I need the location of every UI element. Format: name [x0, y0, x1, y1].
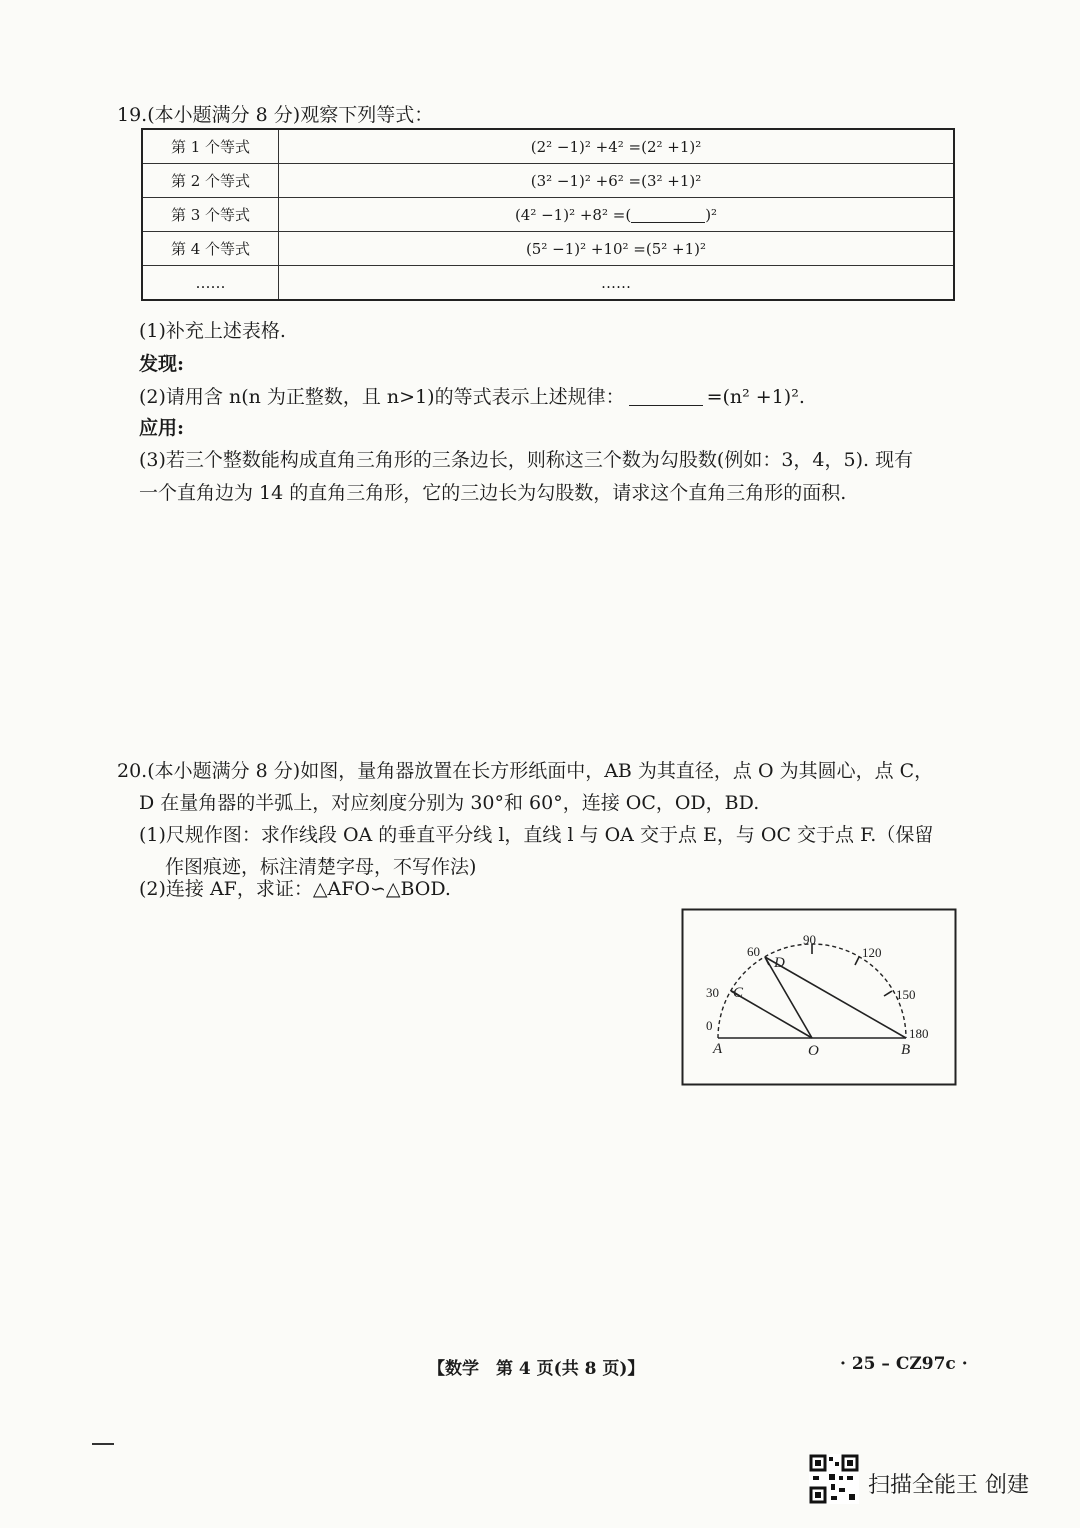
- apply-label: 应用:: [139, 417, 185, 439]
- watermark-text: 扫描全能王 创建: [868, 1473, 1029, 1498]
- tick-150: [884, 991, 892, 996]
- tick-label: 180: [909, 1026, 929, 1041]
- q20-line5: (2)连接 AF，求证：△AFO∽△BOD.: [139, 878, 451, 900]
- q20-line3: (1)尺规作图：求作线段 OA 的垂直平分线 l，直线 l 与 OA 交于点 E，与 OC 交于点 F.（保留: [139, 824, 934, 846]
- row-expression: (3² −1)² +6² =(3² +1)²: [279, 164, 955, 198]
- expr-pre: (4² −1)² +8² =(: [514, 205, 632, 224]
- exam-code: · 25 – CZ97c ·: [840, 1354, 968, 1374]
- segment-oc: [731, 991, 812, 1038]
- row-label: 第 2 个等式: [142, 164, 279, 198]
- point-label: A: [713, 1041, 723, 1057]
- row-label: 第 1 个等式: [142, 129, 279, 164]
- segment-od: [765, 957, 812, 1038]
- row-label: 第 4 个等式: [142, 232, 279, 266]
- q19-part3-line2: 一个直角边为 14 的直角三角形，它的三边长为勾股数，请求这个直角三角形的面积.: [139, 482, 847, 504]
- table-row: [142, 164, 954, 198]
- point-label: C: [733, 985, 744, 1001]
- q20-line1: 20.(本小题满分 8 分)如图，量角器放置在长方形纸面中，AB 为其直径，点 O 为其圆心，点 C，: [117, 760, 934, 782]
- q19-header: 19.(本小题满分 8 分)观察下列等式：: [117, 104, 434, 126]
- q19-part3-line1: (3)若三个整数能构成直角三角形的三条边长，则称这三个数为勾股数(例如：3，4，5). 现有: [139, 449, 914, 471]
- row-expression-blank: [279, 198, 955, 232]
- answer-blank[interactable]: [629, 386, 703, 406]
- part2-text: (2)请用含 n(n 为正整数，且 n>1)的等式表示上述规律：: [139, 386, 625, 408]
- point-label: D: [774, 955, 785, 971]
- tick-label: 60: [747, 944, 760, 959]
- tick-label: 90: [803, 932, 816, 947]
- expr-post: )²: [705, 205, 718, 224]
- scan-mark: [92, 1443, 114, 1445]
- tick-label: 30: [706, 985, 719, 1000]
- qr-code-icon: [809, 1454, 859, 1504]
- q20-line2: D 在量角器的半弧上，对应刻度分别为 30°和 60°，连接 OC，OD，BD.: [139, 792, 760, 814]
- tick-120: [855, 957, 859, 965]
- row-label: ……: [142, 266, 279, 301]
- discover-label: 发现:: [139, 353, 185, 375]
- page-footer: 【数学 第 4 页(共 8 页)】: [428, 1359, 645, 1379]
- table-row: [142, 266, 954, 301]
- q20-line4: 作图痕迹，标注清楚字母，不写作法): [165, 856, 477, 878]
- table-row: [142, 129, 954, 164]
- tick-label: 0: [706, 1018, 713, 1033]
- table-row: [142, 232, 954, 266]
- answer-blank[interactable]: [631, 207, 705, 223]
- q19-part2: [139, 382, 805, 409]
- q19-part1: (1)补充上述表格.: [139, 320, 286, 342]
- part2-rule: =(n² +1)².: [706, 386, 805, 408]
- point-label: B: [901, 1042, 911, 1058]
- tick-label: 120: [862, 945, 882, 960]
- row-expression: ……: [279, 266, 955, 301]
- row-expression: (5² −1)² +10² =(5² +1)²: [279, 232, 955, 266]
- tick-label: 150: [896, 987, 916, 1002]
- protractor-figure: [681, 908, 957, 1086]
- segment-bd: [765, 957, 906, 1038]
- row-expression: (2² −1)² +4² =(2² +1)²: [279, 129, 955, 164]
- table-row: [142, 198, 954, 232]
- row-label: 第 3 个等式: [142, 198, 279, 232]
- point-label: O: [808, 1043, 819, 1059]
- equation-table: [141, 128, 955, 301]
